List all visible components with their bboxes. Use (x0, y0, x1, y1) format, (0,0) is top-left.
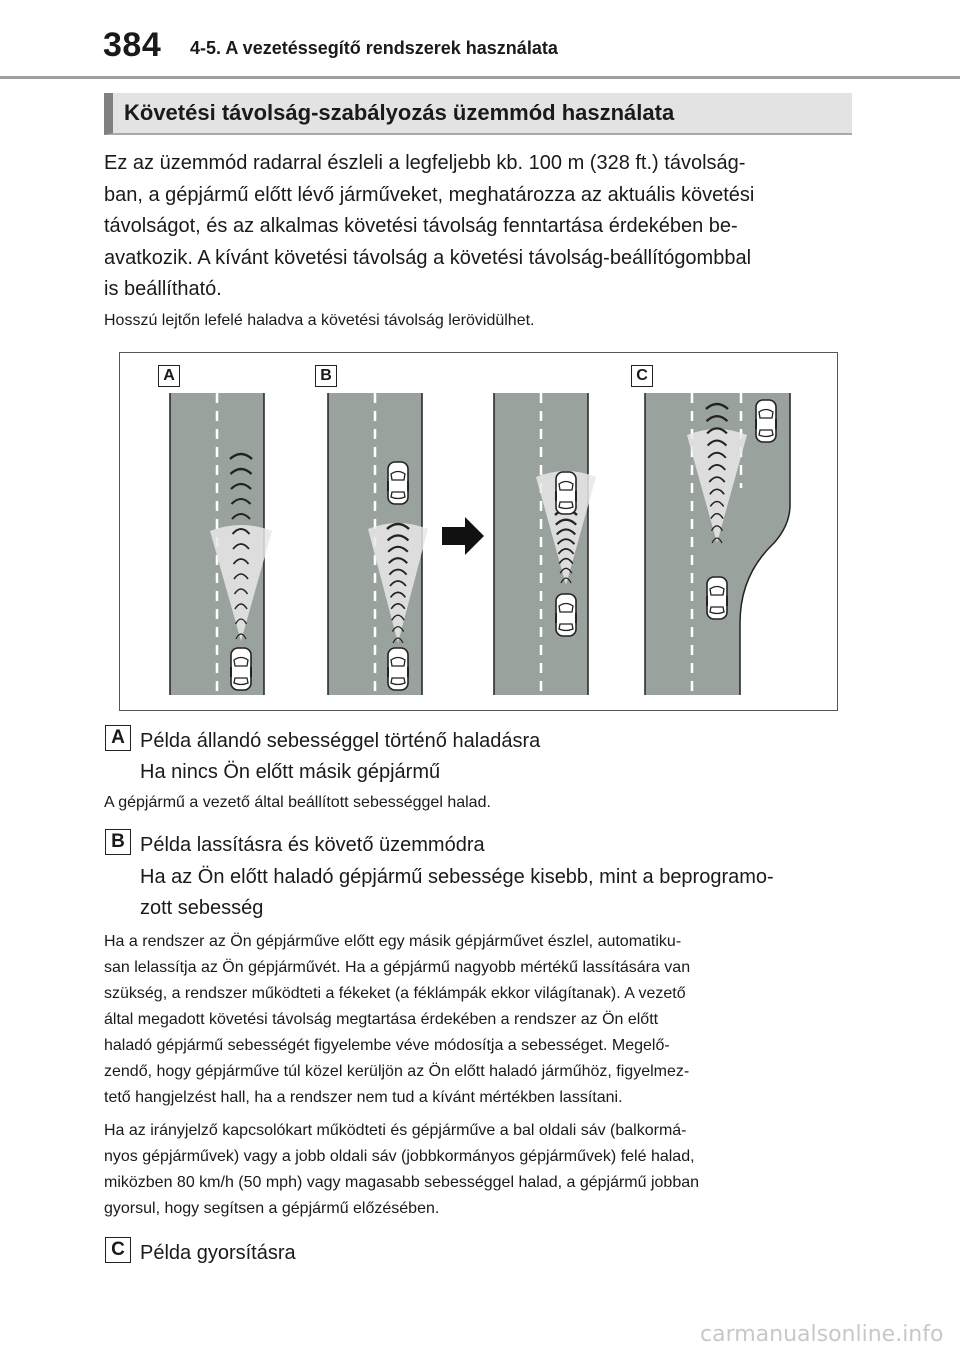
item-b-subheading: Ha az Ön előtt haladó gépjármű sebessége kisebb, mint a beprogramo- (140, 866, 774, 888)
text-line: zendő, hogy gépjárműve túl közel kerüljön az Ön előtt haladó járműhöz, figyelmez- (104, 1063, 690, 1080)
item-a-subheading: Ha nincs Ön előtt másik gépjármű (140, 761, 441, 783)
intro-line: Ez az üzemmód radarral észleli a legfeljebb kb. 100 m (328 ft.) távolság- (104, 152, 746, 174)
text-line: szükség, a rendszer működteti a fékeket (a féklámpák ekkor világítanak). A vezető (104, 985, 686, 1002)
item-b-paragraph-1 (104, 929, 844, 1111)
intro-line: ban, a gépjármű előtt lévő járműveket, meghatározza az aktuális követési (104, 183, 755, 206)
item-b-heading: Példa lassításra és követő üzemmódra (140, 834, 485, 856)
own-car-a (231, 648, 251, 690)
road-diagram (120, 353, 839, 712)
text-line: nyos gépjárművek) vagy a jobb oldali sáv (jobbkormányos gépjárművek) felé halad, (104, 1148, 695, 1165)
section-title: Követési távolság-szabályozás üzemmód használata (104, 93, 852, 135)
lead-car-b (388, 462, 408, 504)
item-a-heading: Példa állandó sebességgel történő haladásra (140, 730, 541, 752)
figure-label-b: B (315, 365, 337, 387)
figure-label-c: C (631, 365, 653, 387)
follow-mode-figure (119, 352, 838, 711)
figure-label-a: A (158, 365, 180, 387)
text-line: gyorsul, hogy segítsen a gépjármű előzésében. (104, 1200, 440, 1217)
intro-line: is beállítható. (104, 278, 222, 300)
watermark: carmanualsonline.info (700, 1322, 944, 1347)
text-line: Ha az irányjelző kapcsolókart működteti és gépjárműve a bal oldali sáv (balkormá- (104, 1122, 687, 1139)
intro-line: távolságot, és az alkalmas követési távolság fenntartása érdekében be- (104, 215, 738, 237)
text-line: tető hangjelzést hall, ha a rendszer nem tud a kívánt mértékben lassítani. (104, 1089, 623, 1106)
page-number: 384 (103, 26, 162, 64)
chapter-title: 4-5. A vezetéssegítő rendszerek használata (190, 38, 558, 58)
text-line: miközben 80 km/h (50 mph) vagy magasabb sebességgel halad, a gépjármű jobban (104, 1174, 700, 1191)
text-line: Ha a rendszer az Ön gépjárműve előtt egy másik gépjárművet észlel, automatiku- (104, 933, 682, 950)
text-line: haladó gépjármű sebességét figyelembe véve módosítja a sebességet. Megelő- (104, 1037, 670, 1054)
transition-arrow (442, 517, 484, 555)
own-car-b (388, 648, 408, 690)
item-tag-b: B (105, 829, 131, 855)
item-tag-a: A (105, 725, 131, 751)
intro-line: avatkozik. A kívánt követési távolság a követési távolság-beállítógombbal (104, 246, 752, 269)
downhill-note: Hosszú lejtőn lefelé haladva a követési távolság lerövidülhet. (104, 312, 535, 329)
header-divider (0, 76, 960, 79)
text-line: által megadott követési távolság megtartása érdekében a rendszer az Ön előtt (104, 1011, 659, 1028)
intro-paragraph (104, 148, 844, 306)
own-car-b2 (556, 594, 576, 636)
item-b-paragraph-2 (104, 1118, 844, 1222)
text-line: san lelassítja az Ön gépjárművét. Ha a gépjármű nagyobb mértékű lassítására van (104, 959, 691, 976)
passed-car-c (756, 400, 776, 442)
item-c-heading: Példa gyorsításra (140, 1242, 296, 1264)
item-tag-c: C (105, 1237, 131, 1263)
lead-car-b2 (556, 472, 576, 514)
item-a-note: A gépjármű a vezető által beállított sebességgel halad. (104, 794, 491, 811)
item-b-subheading-cont: zott sebesség (140, 897, 264, 919)
own-car-c (707, 577, 727, 619)
